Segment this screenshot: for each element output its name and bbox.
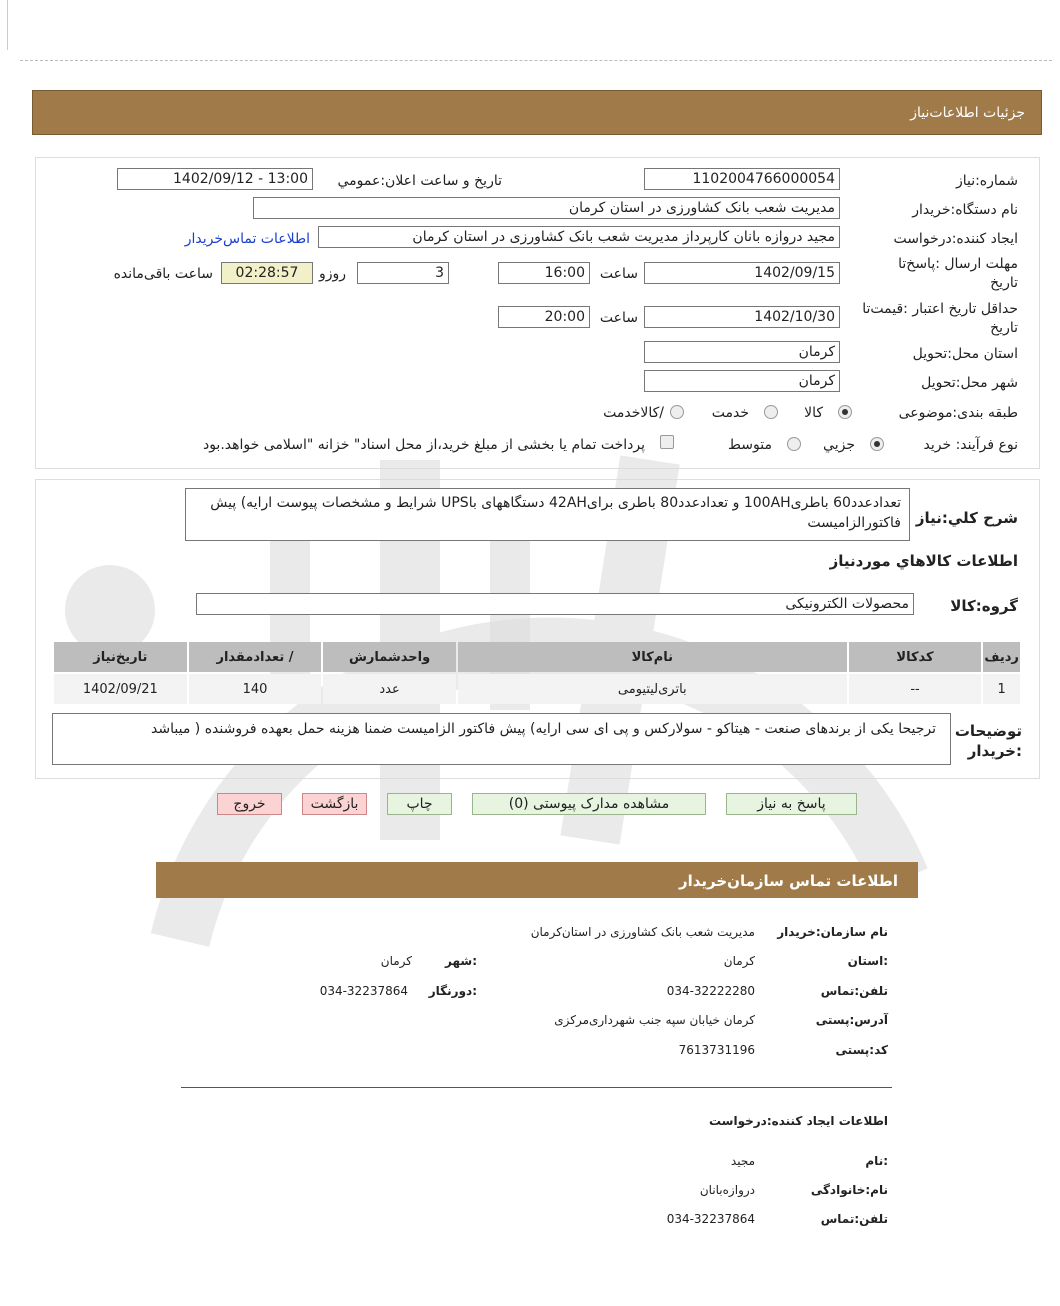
remaining-time-label: ساعت باقی‌مانده (113, 266, 213, 282)
category-both-label: /کالاخدمت (603, 405, 664, 421)
deadline-label: مهلت ارسال :پاسخ‌تا (898, 256, 1018, 272)
creator-label: ایجاد کننده:درخواست (893, 231, 1018, 247)
print-button[interactable]: چاپ (387, 793, 452, 815)
exit-button[interactable]: خروج (217, 793, 282, 815)
process-partial-label: جزیي (823, 437, 855, 453)
category-goods-label: کالا (804, 405, 823, 421)
creator-name-value: مجید (730, 1154, 755, 1168)
need-number-field: 1102004766000054 (644, 168, 840, 190)
creator-name-label: :نام (865, 1154, 888, 1168)
col-row: ردیف (983, 642, 1020, 672)
cell-qty: 140 (189, 674, 322, 704)
cell-unit: عدد (323, 674, 456, 704)
contact-phone-label: تلفن:تماس (820, 984, 888, 998)
contact-phone-value: 034-32222280 (666, 984, 755, 998)
buyer-notes-label: توضیحات (954, 722, 1022, 740)
goods-group-label: گروه:کالا (950, 597, 1018, 615)
price-validity-label: حداقل تاریخ اعتبار :قیمت‌تا (862, 301, 1018, 317)
contact-city-value: کرمان (380, 954, 412, 968)
col-unit: واحدشمارش (323, 642, 456, 672)
delivery-city-field: کرمان (644, 370, 840, 392)
goods-info-title: اطلاعات کالاهاي موردنياز (829, 552, 1018, 570)
table-row (54, 674, 1020, 704)
buyer-org-field: مدیریت شعب بانک کشاورزی در استان کرمان (253, 197, 840, 219)
col-date: تاریخ‌نیاز (54, 642, 187, 672)
col-code: کدکالا (849, 642, 982, 672)
cell-date: 1402/09/21 (54, 674, 187, 704)
contact-city-label: :شهر (445, 954, 477, 968)
description-label: شرح کلي:نیاز (915, 509, 1018, 527)
buyer-contact-header (156, 862, 918, 898)
description-field: تعداد‌عدد60 باطری100AH و تعداد‌عدد80 باطری برای42AH دستگاههای باUPS شرایط و مشخصات پیوست ارایه) پیش فاکتورالزامیست (185, 488, 910, 541)
cell-row: 1 (983, 674, 1020, 704)
contact-province-value: کرمان (723, 954, 755, 968)
days-remaining-field: 3 (357, 262, 449, 284)
contact-address-value: کرمان خیابان سپه جنب شهرداری‌مرکزی (554, 1013, 755, 1027)
remaining-time-field: 02:28:57 (221, 262, 313, 284)
details-header (32, 90, 1042, 135)
contact-postal-value: 7613731196 (678, 1043, 755, 1057)
contact-fax-value: 034-32237864 (319, 984, 408, 998)
deadline-time-label: ساعت (599, 266, 638, 282)
deadline-time-field: 16:00 (498, 262, 590, 284)
process-type-label: نوع فرآیند: خرید (923, 437, 1018, 453)
contact-org-value: مدیریت شعب بانک کشاورزی در استان‌کرمان (530, 925, 755, 939)
creator-info-title: اطلاعات ایجاد کننده:درخواست (708, 1114, 888, 1128)
contact-province-label: :استان (847, 954, 888, 968)
creator-phone-value: 034-32237864 (666, 1212, 755, 1226)
treasury-payment-note: پرداخت تمام یا بخشی از مبلغ خرید،از محل اسناد" خزانه "اسلامی خواهد.بود (202, 437, 645, 453)
process-partial-radio[interactable] (870, 437, 884, 451)
goods-table-header (54, 642, 1020, 672)
delivery-city-label: شهر محل:تحویل (921, 375, 1018, 391)
process-medium-radio[interactable] (787, 437, 801, 451)
contact-separator (181, 1087, 892, 1088)
delivery-province-label: استان محل:تحویل (912, 346, 1018, 362)
col-name: نام‌کالا (458, 642, 847, 672)
treasury-payment-checkbox[interactable] (660, 435, 674, 449)
contact-fax-label: :دورنگار (428, 984, 477, 998)
buyer-notes-label-2: :خریدار (967, 742, 1022, 760)
deadline-date-field: 1402/09/15 (644, 262, 840, 284)
buyer-org-label: نام دستگاه:خریدار (912, 202, 1018, 218)
delivery-province-field: کرمان (644, 341, 840, 363)
top-divider (20, 60, 1052, 61)
creator-field: مجید دروازه بانان کارپرداز مدیریت شعب بانک کشاورزی در استان کرمان (318, 226, 840, 248)
goods-table (52, 640, 1022, 706)
reply-button[interactable]: پاسخ به نیاز (726, 793, 857, 815)
category-both-radio[interactable] (670, 405, 684, 419)
buyer-contact-title: اطلاعات تماس سازمان‌خریدار (678, 872, 898, 890)
validity-time-label: ساعت (599, 310, 638, 326)
creator-phone-label: تلفن:تماس (820, 1212, 888, 1226)
validity-date-field: 1402/10/30 (644, 306, 840, 328)
view-attachments-button[interactable]: مشاهده مدارک پیوستی (0) (472, 793, 706, 815)
creator-family-label: نام:خانوادگی (810, 1183, 888, 1197)
contact-org-label: نام سازمان:خریدار (777, 925, 888, 939)
cell-code: -- (849, 674, 982, 704)
announce-date-label: تاریخ و ساعت اعلان:عمومي (337, 173, 502, 189)
contact-address-label: آدرس:پستی (815, 1013, 888, 1027)
col-qty: / تعدادمقدار (189, 642, 322, 672)
deadline-label-2: تاریخ (990, 275, 1018, 291)
need-number-label: شماره:نیاز (955, 173, 1018, 189)
buyer-notes-field: ترجیحا یکی از برندهای صنعت - هیتاکو - سولارکس و پی ای سی ارایه) پیش فاکتور الزامیست ضمنا هزینه حمل بعهده فروشنده ( میباشد (52, 713, 951, 765)
process-medium-label: متوسط (728, 437, 772, 453)
back-button[interactable]: بازگشت (302, 793, 367, 815)
buyer-contact-link[interactable]: اطلاعات تماس‌خریدار (184, 231, 310, 247)
contact-postal-label: کد:پستی (835, 1043, 888, 1057)
goods-group-field: محصولات الکترونیکی (196, 593, 914, 615)
validity-time-field: 20:00 (498, 306, 590, 328)
category-service-label: خدمت (711, 405, 749, 421)
category-label: طبقه بندی:موضوعی (898, 405, 1018, 421)
page-edge-line (7, 0, 8, 50)
creator-family-value: دروازه‌بانان (699, 1183, 755, 1197)
details-header-title: جزئیات اطلاعات‌نیاز (910, 105, 1025, 121)
category-service-radio[interactable] (764, 405, 778, 419)
category-goods-radio[interactable] (838, 405, 852, 419)
days-label: روزو (318, 266, 346, 282)
price-validity-label-2: تاریخ (990, 320, 1018, 336)
cell-name: باتری‌لیتیومی (458, 674, 847, 704)
announce-date-field: 1402/09/12 - 13:00 (117, 168, 313, 190)
